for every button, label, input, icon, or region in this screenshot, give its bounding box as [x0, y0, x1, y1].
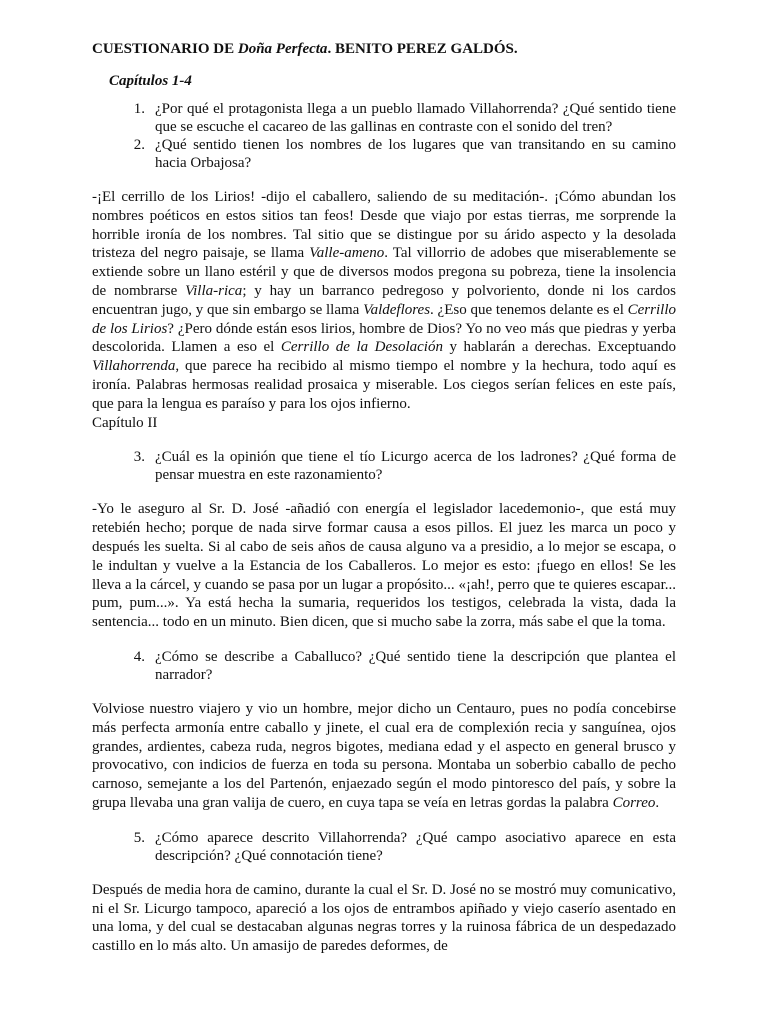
question-number: 4.	[133, 648, 145, 665]
question-number: 1.	[133, 101, 145, 117]
question-2	[92, 136, 676, 172]
passage-1: -¡El cerrillo de los Lirios! -dijo el caballero, saliendo de su meditación-. ¡Cómo abundan los nombres poéticos en estos sitios tan feos! Desde que viajo por estas tierras, me sorprende la horrible ironía de los nombres. Tal sitio que se distingue por su árido aspecto y la desolada tristeza del negro paisaje, se llama Valle-ameno. Tal villorrio de adobes que miserablemente se extiende sobre un llano estéril y que de diversos modos pregona su pobreza, tiene la insolencia de nombrarse Villa-rica; y hay un barranco pedregoso y polvoriento, donde ni los cardos encuentran jugo, y que sin embargo se llama Valdeflores. ¿Eso que tenemos delante es el Cerrillo de los Lirios? ¿Pero dónde están esos lirios, hombre de Dios? Yo no veo más que piedras y yerba descolorida. Llamen a eso el Cerrillo de la Desolación y hablarán a derechas. Exceptuando Villahorrenda, que parece ha recibido al mismo tiempo el nombre y la hechura, todo aquí es ironía. Palabras hermosas realidad prosaica y miserable. Los ciegos serían felices en este país, que para la lengua es paraíso y para los ojos infierno.	[92, 189, 677, 412]
question-4	[92, 648, 676, 684]
question-text: ¿Cómo se describe a Caballuco? ¿Qué sentido tiene la descripción que plantea el narrador?	[155, 648, 676, 683]
question-text: ¿Cómo aparece descrito Villahorrenda? ¿Qué campo asociativo aparece en esta descripción? ¿Qué connotación tiene?	[155, 829, 676, 864]
question-1	[92, 100, 676, 136]
chapter-label: Capítulo II	[92, 414, 158, 431]
passage-2: -Yo le aseguro al Sr. D. José -añadió con energía el legislador lacedemonio-, que está muy retebién hecho; porque de nada sirve formar causa a esos pillos. El juez les marca un poco y después les suelta. Si al cabo de seis años de causa alguno va a presidio, a lo mejor se escapa, o le indultan y vuelve a la Estancia de los Caballeros. Lo mejor es esto: ¡fuego en ellos! Se les lleva a la cárcel, y cuando se pasa por un lugar a propósito... «¡ah!, perro que te quieres escapar... pum, pum...». Ya está hecha la sumaria, requeridos los testigos, celebrada la vista, dada la sentencia... todo en un minuto. Bien dicen, que si mucho sabe la zorra, más sabe el que la toma.	[92, 501, 676, 631]
chapter-heading: Capítulos 1-4	[109, 73, 192, 89]
question-text: ¿Qué sentido tienen los nombres de los lugares que van transitando en su camino hacia Orbajosa?	[155, 137, 676, 171]
question-text: ¿Por qué el protagonista llega a un pueblo llamado Villahorrenda? ¿Qué sentido tiene que se escuche el cacareo de las gallinas en contraste con el sonido del tren?	[155, 101, 676, 135]
document-title: CUESTIONARIO DE Doña Perfecta. BENITO PEREZ GALDÓS.	[92, 41, 518, 57]
question-5	[92, 829, 676, 865]
question-3	[92, 448, 676, 484]
question-text: ¿Cuál es la opinión que tiene el tío Licurgo acerca de los ladrones? ¿Qué forma de pensar muestra en este razonamiento?	[155, 449, 676, 484]
question-number: 5.	[133, 829, 145, 846]
question-number: 3.	[133, 449, 145, 466]
document-page	[92, 40, 676, 956]
work-title: Doña Perfecta	[237, 41, 328, 57]
passage-4: Después de media hora de camino, durante la cual el Sr. D. José no se mostró muy comunicativo, ni el Sr. Licurgo tampoco, apareció a los ojos de entrambos apiñado y viejo caserío asentado en una loma, y del cual se destacaban algunas negras torres y la ruinosa fábrica de un despedazado castillo en lo más alto. Un amasijo de paredes deformes, de	[92, 881, 676, 955]
question-number: 2.	[133, 137, 145, 153]
passage-3: Volviose nuestro viajero y vio un hombre, mejor dicho un Centauro, pues no podía concebirse más perfecta armonía entre caballo y jinete, el cual era de complexión recia y sanguínea, ojos grandes, ardientes, cabeza ruda, negros bigotes, mediana edad y el aspecto en general brusco y provocativo, con indicios de fuerza en toda su persona. Montaba un soberbio caballo de pecho carnoso, semejante a los del Partenón, enjaezado según el modo pintoresco del país, y sobre la grupa llevaba una gran valija de cuero, en cuya tapa se veía en letras gordas la palabra Correo.	[92, 700, 676, 811]
